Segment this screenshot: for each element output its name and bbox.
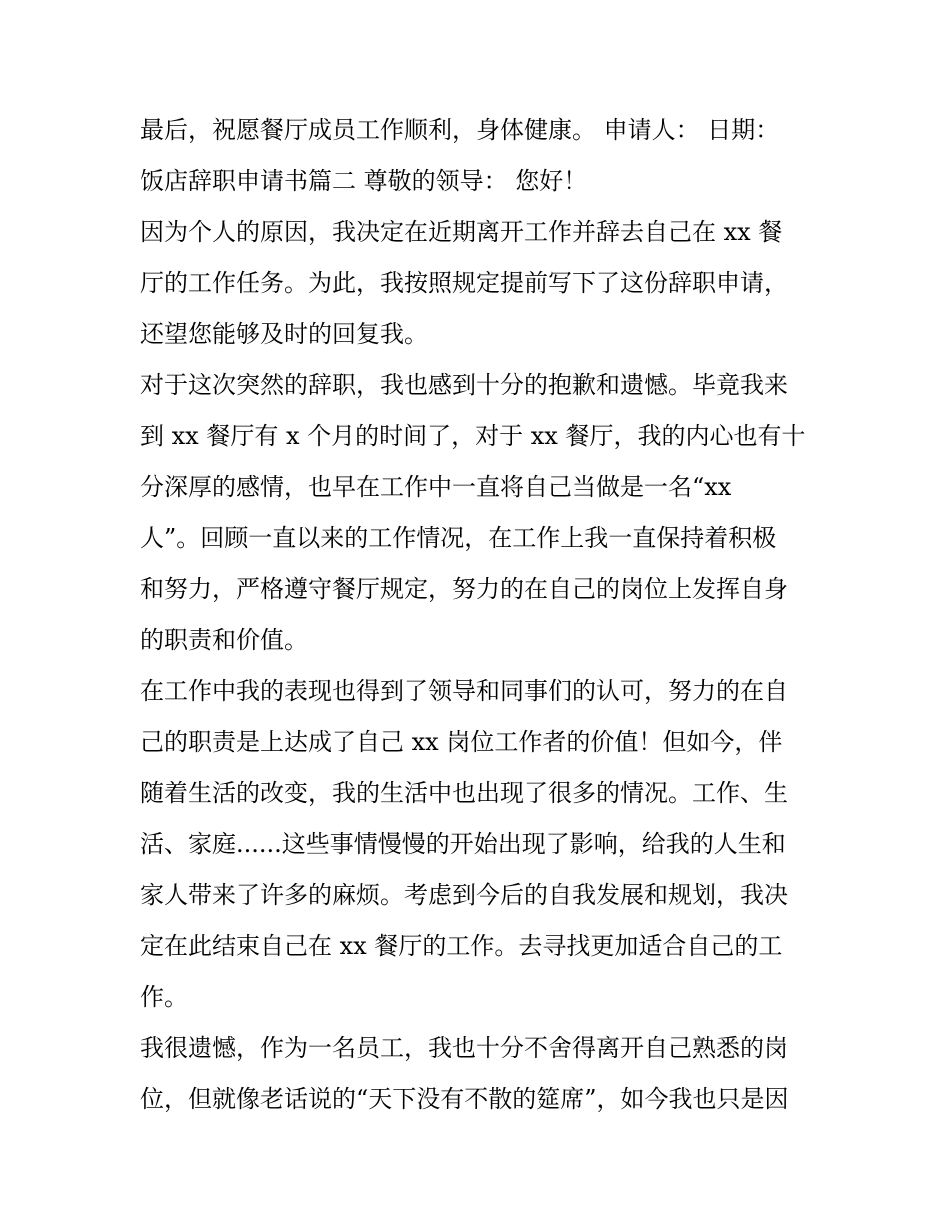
text-line: 对于这次突然的辞职，我也感到十分的抱歉和遗憾。毕竟我来: [140, 371, 788, 399]
text-line: 家人带来了许多的麻烦。考虑到今后的自我发展和规划，我决: [140, 881, 788, 909]
text-line: 因为个人的原因，我决定在近期离开工作并辞去自己在 xx 餐: [140, 218, 783, 246]
text-line: 人”。回顾一直以来的工作情况，在工作上我一直保持着积极: [140, 524, 777, 552]
text-line: 还望您能够及时的回复我。: [140, 320, 428, 348]
text-line: 活、家庭......这些事情慢慢的开始出现了影响，给我的人生和: [140, 830, 786, 858]
text-line: 定在此结束自己在 xx 餐厅的工作。去寻找更加适合自己的工: [140, 932, 783, 960]
text-line: 最后，祝愿餐厅成员工作顺利，身体健康。 申请人： 日期：: [140, 116, 780, 144]
text-line: 在工作中我的表现也得到了领导和同事们的认可，努力的在自: [140, 677, 788, 705]
text-line: 饭店辞职申请书篇二 尊敬的领导： 您好！: [140, 167, 588, 195]
text-line: 分深厚的感情，也早在工作中一直将自己当做是一名“xx: [140, 473, 732, 501]
text-line: 我很遗憾，作为一名员工，我也十分不舍得离开自己熟悉的岗: [140, 1034, 788, 1062]
document-body: [140, 105, 820, 1125]
text-line: 厅的工作任务。为此，我按照规定提前写下了这份辞职申请，: [140, 269, 788, 297]
text-line: 己的职责是上达成了自己 xx 岗位工作者的价值！但如今，伴: [140, 728, 783, 756]
text-line: 的职责和价值。: [140, 626, 308, 654]
text-line: 随着生活的改变，我的生活中也出现了很多的情况。工作、生: [140, 779, 788, 807]
text-line: 位，但就像老话说的“天下没有不散的筵席”，如今我也只是因: [140, 1085, 789, 1113]
text-line: 和努力，严格遵守餐厅规定，努力的在自己的岗位上发挥自身: [140, 575, 788, 603]
text-line: 作。: [140, 983, 188, 1011]
text-line: 到 xx 餐厅有 x 个月的时间了，对于 xx 餐厅，我的内心也有十: [140, 422, 806, 450]
